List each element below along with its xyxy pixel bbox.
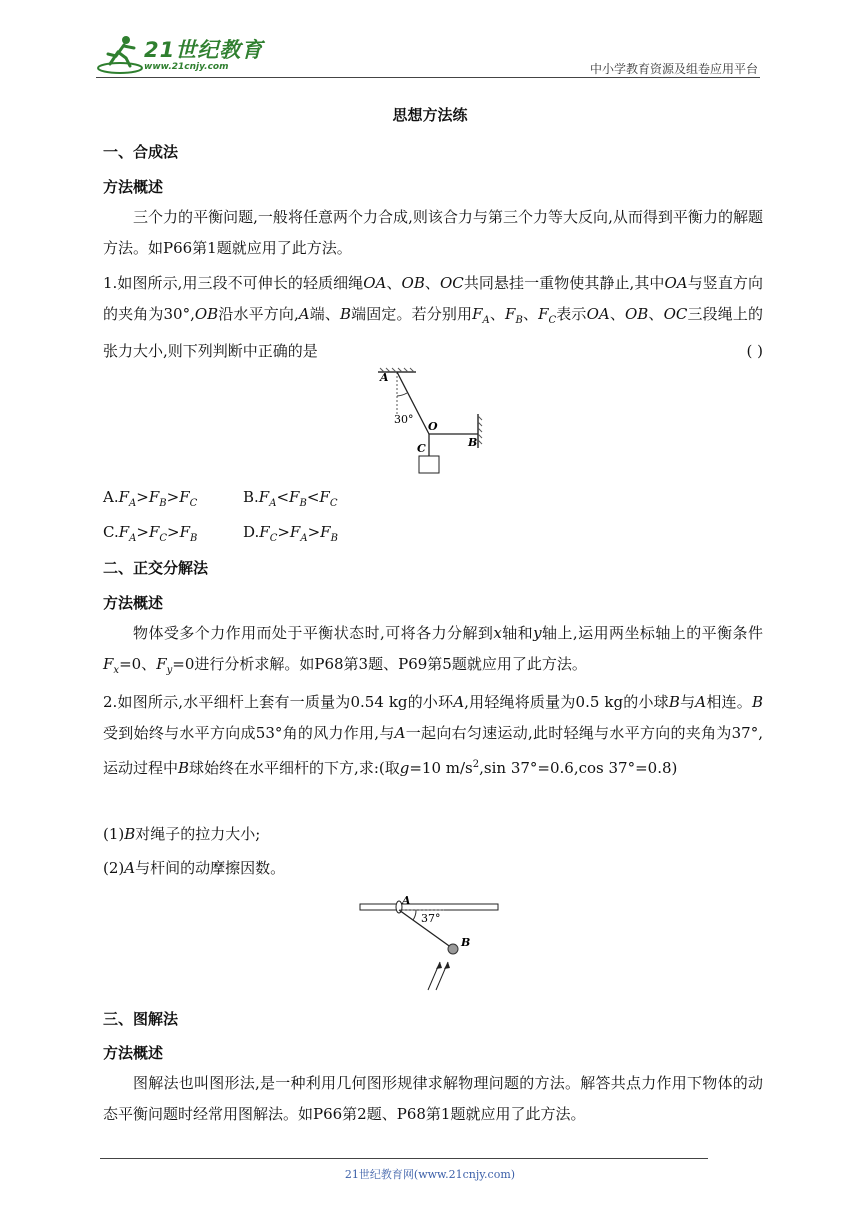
horizontal-rod [360, 904, 498, 910]
question-2-text: 2.如图所示,水平细杆上套有一质量为0.54 kg的小环A,用轻绳将质量为0.5 kg的小球B与A相连。B受到始终与水平方向成53°角的风力作用,与A一起向右匀速运动,此时轻绳与水平方向的夹角为37°,运动过程中B球始终在水平细杆的下方,求:(取g=10 $m/s^2,\sin$ 37°=0.6,cos 37°=0.8) [103, 693, 763, 777]
label-angle: 30° [394, 413, 414, 426]
section-2-subheading: 方法概述 [103, 594, 164, 612]
header-divider [96, 77, 760, 78]
footer-divider [100, 1158, 708, 1159]
question-1-text: 1.如图所示,用三段不可伸长的轻质细绳OA、OB、OC共同悬挂一重物使其静止,其中OA与竖直方向的夹角为30°,OB沿水平方向,A端、B端固定。若分别用$F_A$、$F_B$、$F_C$表示OA、OB、OC三段绳上的张力大小,则下列判断中正确的是 ( ) [103, 268, 763, 367]
page-title: 思想方法练 [392, 106, 468, 124]
label-o: O [428, 420, 438, 433]
option-b[interactable]: $B.F_A<F_B<F_C$ [243, 488, 338, 509]
option-a[interactable]: $A.F_A>F_B>F_C$ [103, 488, 198, 509]
label-a: A [380, 371, 389, 384]
question-2-part-1: (1)B对绳子的拉力大小; [103, 825, 261, 843]
logo-url: www.21cnjy.com [144, 62, 229, 72]
header-platform-text: 中小学教育资源及组卷应用平台 [589, 62, 758, 76]
section-3-heading: 三、图解法 [103, 1010, 179, 1028]
section-2-summary: 物体受多个力作用而处于平衡状态时,可将各力分解到x轴和y轴上,运用两坐标轴上的平衡条件$F_x=0$、$F_y=0$进行分析求解。如P68第3题、P69第5题就应用了此方法。 [103, 624, 763, 676]
section-1-subheading: 方法概述 [103, 178, 164, 196]
runner-logo-icon [96, 34, 144, 76]
option-c[interactable]: $C.F_A>F_C>F_B$ [103, 523, 198, 544]
answer-bracket: ( ) [746, 342, 763, 360]
question-1-figure [370, 366, 490, 478]
question-1-options-row-1 [103, 488, 383, 509]
label-b: B [461, 936, 471, 949]
label-c: C [417, 442, 426, 455]
question-2-figure [356, 892, 502, 996]
question-2-part-2: (2)A与杆间的动摩擦因数。 [103, 859, 286, 877]
section-1-heading: 一、合成法 [103, 143, 179, 161]
section-2-heading: 二、正交分解法 [103, 559, 209, 577]
option-d[interactable]: $D.F_C>F_A>F_B$ [243, 523, 338, 544]
hanging-weight [419, 456, 439, 473]
label-a: A [402, 894, 411, 907]
section-3-subheading: 方法概述 [103, 1044, 164, 1062]
label-b: B [468, 436, 478, 449]
ball-b [448, 944, 458, 954]
label-angle: 37° [421, 912, 441, 925]
site-logo [96, 34, 266, 76]
question-1-options-row-2 [103, 523, 383, 544]
wind-force-arrows [428, 962, 450, 990]
section-1-summary: 三个力的平衡问题,一般将任意两个力合成,则该合力与第三个力等大反向,从而得到平衡力的解题方法。如P66第1题就应用了此方法。 [103, 208, 763, 257]
angle-arc [413, 910, 416, 920]
section-3-summary: 图解法也叫图形法,是一种利用几何图形规律求解物理问题的方法。解答共点力作用下物体的动态平衡问题时经常用图解法。如P66第2题、P68第1题就应用了此方法。 [103, 1074, 763, 1123]
logo-text: 21世纪教育 [144, 38, 264, 62]
wall-support [478, 414, 482, 448]
footer-link[interactable]: 21世纪教育网(www.21cnjy.com) [344, 1168, 516, 1181]
angle-arc [397, 393, 407, 396]
